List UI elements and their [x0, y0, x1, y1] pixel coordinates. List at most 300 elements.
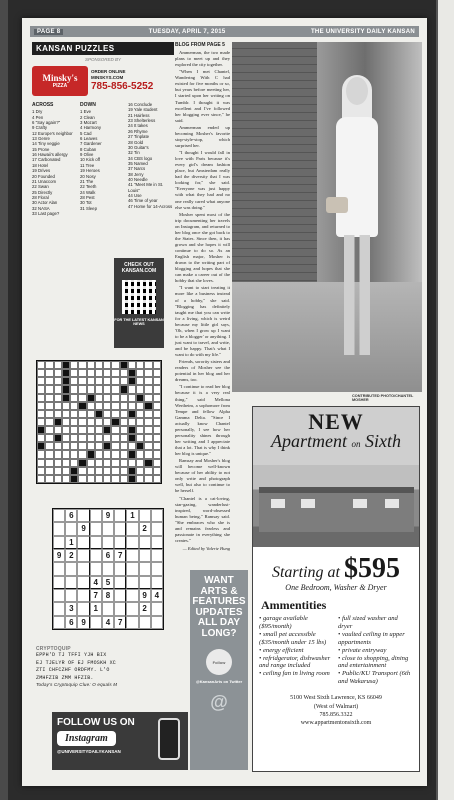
- crossword-cell: [136, 475, 144, 483]
- crossword-cell: [78, 361, 86, 369]
- crossword-cell: [70, 459, 78, 467]
- crossword-cell: [128, 426, 136, 434]
- paper-name: THE UNIVERSITY DAILY KANSAN: [310, 28, 415, 35]
- crossword-cell: [153, 467, 161, 475]
- down-clue: 20 Nosy: [80, 173, 96, 179]
- sudoku-cell: 9: [53, 549, 65, 562]
- sudoku-cell: 1: [90, 602, 102, 615]
- down-clue: 32 Tin: [128, 150, 140, 156]
- crossword-cell: [144, 377, 152, 385]
- newspaper-page: [22, 18, 427, 786]
- down-clue: 1 Eve: [80, 109, 91, 115]
- featured-photo: [232, 42, 422, 392]
- arts-ad-follow-logo: Follow: [206, 649, 232, 675]
- crossword-cell: [95, 475, 103, 483]
- down-clue: 6 Leaves: [80, 136, 98, 142]
- crossword-cell: [111, 402, 119, 410]
- crossword-cell: [111, 459, 119, 467]
- crossword-cell: [87, 418, 95, 426]
- sudoku-cell: [90, 616, 102, 629]
- sudoku-cell: [53, 522, 65, 535]
- across-clue: 4 Pen: [32, 114, 44, 120]
- sudoku-cell: [77, 549, 89, 562]
- arts-ad-line: WANT: [204, 575, 234, 586]
- amenity-item: • energy efficient: [259, 647, 334, 655]
- sudoku-cell: 2: [139, 602, 151, 615]
- crossword-cell: [70, 475, 78, 483]
- crossword-cell: [87, 385, 95, 393]
- across-clue: 18 Hotel: [32, 162, 49, 168]
- crossword-cell: [54, 434, 62, 442]
- crossword-cell: [54, 442, 62, 450]
- crossword-cell: [120, 361, 128, 369]
- crossword-cell: [54, 361, 62, 369]
- crossword-cell: [45, 377, 53, 385]
- down-clue: 24 It takes: [128, 123, 148, 129]
- crossword-cell: [111, 475, 119, 483]
- arts-ad-line: FEATURES: [192, 596, 246, 607]
- sudoku-cell: [90, 522, 102, 535]
- blog-paragraph: Ammerman, the two made plans to meet up and they explored the city together.: [175, 50, 230, 68]
- crossword-cell: [87, 369, 95, 377]
- sudoku-cell: [151, 576, 163, 589]
- crossword-cell: [95, 369, 103, 377]
- sudoku-cell: [53, 602, 65, 615]
- crossword-cell: [62, 467, 70, 475]
- sudoku-cell: 7: [90, 589, 102, 602]
- crossword-cell: [144, 394, 152, 402]
- crossword-cell: [62, 361, 70, 369]
- sudoku-cell: 6: [65, 509, 77, 522]
- crossword-cell: [153, 442, 161, 450]
- crossword-cell: [54, 410, 62, 418]
- crossword-cell: [128, 418, 136, 426]
- crossword-grid: [36, 360, 162, 484]
- crossword-cell: [153, 402, 161, 410]
- down-clue: 5 Cad: [80, 130, 92, 136]
- crossword-cell: [103, 385, 111, 393]
- apartment-price: Starting at $595: [271, 553, 400, 584]
- apartment-new: NEW: [308, 409, 364, 434]
- photo-credit: CONTRIBUTED PHOTO/CHANTEL MOSHER: [352, 394, 414, 402]
- crossword-cell: [37, 369, 45, 377]
- crossword-cell: [54, 385, 62, 393]
- sudoku-cell: [102, 562, 114, 575]
- crossword-cell: [128, 410, 136, 418]
- crossword-cell: [111, 369, 119, 377]
- crossword-cell: [95, 377, 103, 385]
- crossword-cell: [78, 377, 86, 385]
- arts-ad-line: UPDATES: [195, 606, 243, 618]
- sudoku-cell: [126, 589, 138, 602]
- crossword-cell: [120, 418, 128, 426]
- across-clue: 21 Unaccom: [32, 178, 57, 184]
- across-clue: 16 Hawaii's allergy: [32, 152, 68, 158]
- cryptoquip-line: ZMHFZIB ZMM HFZIB.: [36, 674, 94, 681]
- sudoku-cell: [65, 589, 77, 602]
- crossword-cell: [144, 434, 152, 442]
- puzzles-title: KANSAN PUZZLES: [32, 42, 174, 55]
- crossword-cell: [120, 394, 128, 402]
- arts-ad-line: LONG?: [201, 627, 237, 639]
- across-clue: 12 Europe's neighbor: [32, 130, 73, 136]
- minsky-ad-text: ORDER ONLINE MINSKYS.COM 785-856-5252: [91, 69, 174, 94]
- across-clue: 20 Founded: [32, 173, 55, 179]
- arts-ad-headline: [190, 576, 248, 639]
- crossword-cell: [37, 434, 45, 442]
- crossword-cell: [70, 361, 78, 369]
- crossword-cell: [136, 385, 144, 393]
- crossword-cell: [95, 467, 103, 475]
- sudoku-cell: [151, 549, 163, 562]
- crossword-cell: [103, 467, 111, 475]
- sudoku-cell: 5: [102, 576, 114, 589]
- crossword-cell: [78, 426, 86, 434]
- crossword-cell: [87, 434, 95, 442]
- sudoku-cell: [139, 509, 151, 522]
- crossword-cell: [136, 369, 144, 377]
- crossword-cell: [37, 467, 45, 475]
- crossword-cell: [95, 418, 103, 426]
- crossword-cell: [70, 377, 78, 385]
- crossword-cell: [136, 450, 144, 458]
- arts-ad-line: ALL DAY: [197, 617, 241, 628]
- crossword-cell: [37, 418, 45, 426]
- apartment-address-block: 5100 West Sixth Lawrence, KS 66049 (West of Walmart) 785.856.3322 www.appartmentonsixth.com: [290, 695, 382, 727]
- crossword-cell: [103, 475, 111, 483]
- crossword-cell: [144, 369, 152, 377]
- crossword-cell: [78, 475, 86, 483]
- blog-article: [175, 42, 230, 551]
- qr-title: CHECK OUT KANSAN.COM: [121, 262, 157, 274]
- down-clue: 21 Hairless: [128, 112, 150, 118]
- crossword-cell: [45, 369, 53, 377]
- crossword-cell: [136, 418, 144, 426]
- crossword-cell: [95, 402, 103, 410]
- crossword-cell: [144, 410, 152, 418]
- crossword-cell: [95, 450, 103, 458]
- crossword-cell: [103, 459, 111, 467]
- crossword-cell: [103, 369, 111, 377]
- crossword-cell: [62, 394, 70, 402]
- sudoku-cell: [53, 576, 65, 589]
- cryptoquip: [36, 646, 166, 687]
- down-clue: 46 Time of year: [128, 198, 158, 204]
- crossword-cell: [144, 385, 152, 393]
- minsky-ad: [32, 64, 174, 98]
- crossword-cell: [87, 394, 95, 402]
- across-clue: 17 Carbonated: [32, 157, 61, 163]
- down-clue: 16 Conclude: [128, 102, 153, 107]
- crossword-cell: [78, 402, 86, 410]
- crossword-cell: [78, 418, 86, 426]
- crossword-cell: [54, 402, 62, 410]
- sudoku-cell: [90, 536, 102, 549]
- crossword-cell: [111, 385, 119, 393]
- down-clue: 23 Shelterless: [128, 118, 156, 124]
- crossword-cell: [70, 442, 78, 450]
- crossword-clues: [32, 102, 174, 216]
- crossword-cell: [144, 459, 152, 467]
- crossword-cell: [144, 426, 152, 434]
- sudoku-cell: [126, 536, 138, 549]
- sudoku-cell: 7: [114, 616, 126, 629]
- crossword-cell: [54, 369, 62, 377]
- sudoku-cell: [151, 562, 163, 575]
- crossword-cell: [37, 385, 45, 393]
- crossword-cell: [45, 385, 53, 393]
- sudoku-cell: [139, 549, 151, 562]
- sudoku-cell: [114, 589, 126, 602]
- apartment-name: Apartment on Sixth: [271, 431, 401, 451]
- crossword-cell: [120, 385, 128, 393]
- crossword-cell: [103, 394, 111, 402]
- sudoku-cell: [114, 576, 126, 589]
- sudoku-cell: [90, 562, 102, 575]
- across-clue: 13 Genre: [32, 136, 50, 142]
- crossword-cell: [120, 459, 128, 467]
- crossword-cell: [111, 426, 119, 434]
- down-clue: 11 Tree: [80, 162, 95, 168]
- crossword-cell: [37, 377, 45, 385]
- crossword-cell: [144, 418, 152, 426]
- crossword-cell: [153, 410, 161, 418]
- amenity-item: • private entryway: [338, 647, 413, 655]
- down-clue: 8 Cuban: [80, 146, 97, 152]
- crossword-cell: [111, 361, 119, 369]
- crossword-cell: [45, 434, 53, 442]
- across-clue: 15 Prone: [32, 146, 50, 152]
- crossword-cell: [45, 475, 53, 483]
- crossword-cell: [153, 418, 161, 426]
- down-clue: 28 Pest: [80, 195, 95, 200]
- crossword-cell: [54, 426, 62, 434]
- crossword-cell: [111, 467, 119, 475]
- sudoku-cell: [114, 602, 126, 615]
- crossword-cell: [144, 442, 152, 450]
- crossword-cell: [120, 369, 128, 377]
- sudoku-cell: [126, 522, 138, 535]
- down-clues-continued: [128, 102, 174, 216]
- down-clues: DOWN 1 Eve 2 Clean 3 Mozart 4 Harmony 5 Cad 6 Leaves 7 Gardener 8 Cuban 9 Olive 10 Kick off 11 Tree 19 Heroes 20 Nosy 21 The 22 Teeth 24 Walk 28 Pest 30 Tot 31 Sleep: [80, 102, 126, 216]
- crossword-cell: [103, 410, 111, 418]
- crossword-cell: [128, 377, 136, 385]
- crossword-cell: [37, 402, 45, 410]
- sudoku-cell: [151, 602, 163, 615]
- crossword-cell: [78, 410, 86, 418]
- crossword-cell: [70, 369, 78, 377]
- sudoku-cell: [77, 602, 89, 615]
- sudoku-cell: 6: [102, 549, 114, 562]
- crossword-cell: [70, 402, 78, 410]
- crossword-cell: [120, 467, 128, 475]
- crossword-cell: [111, 434, 119, 442]
- crossword-cell: [62, 418, 70, 426]
- crossword-cell: [136, 377, 144, 385]
- down-clue: 30 Tot: [80, 200, 92, 206]
- at-icon: @: [210, 692, 228, 712]
- crossword-cell: [111, 410, 119, 418]
- crossword-cell: [128, 361, 136, 369]
- crossword-cell: [45, 402, 53, 410]
- follow-us-label: FOLLOW US ON: [57, 717, 135, 728]
- crossword-cell: [62, 442, 70, 450]
- crossword-cell: [87, 402, 95, 410]
- crossword-cell: [78, 450, 86, 458]
- amenity-item: • full sized washer and dryer: [338, 615, 413, 631]
- across-clue: 1 Dry: [32, 109, 43, 115]
- down-clue: 19 Yale student: [128, 107, 158, 113]
- sudoku-cell: [151, 536, 163, 549]
- woman-figure: [332, 77, 382, 367]
- sudoku-cell: 4: [90, 576, 102, 589]
- blog-paragraph: "I want to start treating it more like a business instead of a hobby," she said. "Blogging has definitely taught me that you can write for a living, which is weird because my little girl says, 'Oh, when I grow up I want to be a blogger' or anything. I just want to travel, and write, and be happy. That's what I want to do with my life.": [175, 285, 230, 358]
- crossword-cell: [37, 459, 45, 467]
- minsky-logo: Minsky's PIZZA: [32, 66, 88, 96]
- crossword-cell: [120, 450, 128, 458]
- across-clue: 9 Crafty: [32, 125, 48, 131]
- crossword-cell: [120, 434, 128, 442]
- amenity-item: • close to shopping, dining and entertainment: [338, 655, 413, 671]
- arts-ad-handle: @KansanArts on Twitter: [195, 679, 243, 684]
- crossword-cell: [103, 361, 111, 369]
- sudoku-cell: [77, 576, 89, 589]
- crossword-cell: [62, 402, 70, 410]
- crossword-cell: [103, 434, 111, 442]
- steps: [232, 282, 422, 392]
- crossword-cell: [128, 442, 136, 450]
- crossword-cell: [70, 385, 78, 393]
- crossword-cell: [70, 426, 78, 434]
- crossword-cell: [78, 467, 86, 475]
- sudoku-cell: [139, 616, 151, 629]
- crossword-cell: [95, 410, 103, 418]
- crossword-cell: [45, 418, 53, 426]
- crossword-cell: [87, 459, 95, 467]
- crossword-cell: [45, 467, 53, 475]
- sudoku-cell: [90, 509, 102, 522]
- crossword-cell: [78, 442, 86, 450]
- down-clue: 38 Jerry: [128, 171, 144, 177]
- sudoku-cell: 9: [102, 509, 114, 522]
- crossword-cell: [62, 434, 70, 442]
- sudoku-cell: [53, 589, 65, 602]
- sudoku-cell: 1: [65, 536, 77, 549]
- crossword-cell: [128, 385, 136, 393]
- arts-features-ad: [190, 570, 248, 770]
- apartment-photo: [253, 465, 419, 547]
- qr-caption: FOR THE LATEST KANSAN NEWS: [114, 318, 164, 326]
- sudoku-cell: [102, 602, 114, 615]
- blog-paragraph: Mosher spent most of the trip documenting her travels on Instagram, and returned to her blog once she got back to the States. Since then, it has grown and she hopes it will continue to do so. As an English major, Mosher is drawn to the writing part of blogging and hopes that she can make a career out of the hobby that she loves.: [175, 211, 230, 284]
- down-clue: 37 Narcs: [128, 166, 146, 172]
- apartment-ad: [252, 406, 420, 772]
- cryptoquip-line: ZTI CHFCZHF ORDFMY. L'O: [36, 667, 110, 673]
- down-clue: 47 Home for 14-Across: [128, 203, 173, 209]
- crossword-cell: [87, 361, 95, 369]
- arts-ad-line: ARTS &: [200, 585, 238, 597]
- crossword-cell: [70, 410, 78, 418]
- crossword-cell: [144, 467, 152, 475]
- crossword-cell: [45, 459, 53, 467]
- crossword-cell: [54, 377, 62, 385]
- down-clue: 35 Named: [128, 160, 148, 166]
- blog-paragraph: "Chantel is a cat-loving, star-gazing, wanderlust-inspired, word-obsessed human being," Ramsay said. "She embraces who she is and remains fearless and passionate in everything she creates.": [175, 495, 230, 543]
- across-clue: 33 Last page?: [32, 211, 60, 217]
- crossword-cell: [128, 467, 136, 475]
- amenity-item: • small pet accessible ($35/month under 15 lbs): [259, 631, 334, 647]
- crossword-cell: [128, 475, 136, 483]
- sudoku-cell: [126, 576, 138, 589]
- across-clue: 28 Floral: [32, 195, 49, 200]
- amenity-item: • garage available ($95/month): [259, 615, 334, 631]
- down-clue: 21 The: [80, 178, 94, 184]
- sudoku-cell: 9: [77, 522, 89, 535]
- instagram-promo: [52, 712, 188, 770]
- crossword-cell: [45, 361, 53, 369]
- sudoku-cell: [114, 522, 126, 535]
- down-clue: 44 Use: [128, 193, 142, 199]
- crossword-cell: [45, 410, 53, 418]
- crossword-cell: [62, 410, 70, 418]
- across-clue: 22 Swan: [32, 184, 49, 190]
- sudoku-cell: [114, 536, 126, 549]
- sudoku-cell: [65, 576, 77, 589]
- sudoku-cell: [114, 509, 126, 522]
- crossword-cell: [70, 450, 78, 458]
- crossword-cell: [136, 467, 144, 475]
- blog-editor: — Edited by Valerie Hung: [182, 546, 230, 551]
- next-page-edge: [436, 0, 454, 800]
- crossword-cell: [153, 377, 161, 385]
- cryptoquip-clue: Today's Cryptoquip Clue: O equals M: [36, 682, 118, 687]
- sudoku-cell: [139, 536, 151, 549]
- sudoku-cell: [126, 616, 138, 629]
- across-clues: ACROSS 1 Dry 4 Pen 6 "Say again?" 9 Crafty 12 Europe's neighbor 13 Genre 14 Tiny veggie 15 Prone 16 Hawaii's allergy 17 Carbonated 18 Hotel 19 Drives 20 Founded 21 Unaccom 22 Swan 25 Directly 28 Floral 30 Actor Alan 32 NASA 33 Last page?: [32, 102, 78, 216]
- crossword-cell: [54, 394, 62, 402]
- crossword-cell: [37, 450, 45, 458]
- sudoku-cell: 6: [65, 616, 77, 629]
- cryptoquip-label: CRYPTOQUIP: [36, 646, 71, 652]
- crossword-cell: [153, 426, 161, 434]
- crossword-cell: [62, 475, 70, 483]
- crossword-cell: [153, 394, 161, 402]
- kansan-qr-panel: [114, 258, 164, 348]
- down-clue: 22 Teeth: [80, 184, 97, 190]
- issue-date: TUESDAY, APRIL 7, 2015: [148, 28, 226, 35]
- sudoku-cell: [151, 616, 163, 629]
- sudoku-cell: 7: [114, 549, 126, 562]
- crossword-cell: [62, 385, 70, 393]
- down-clue: 3 Mozart: [80, 119, 97, 125]
- crossword-cell: [54, 475, 62, 483]
- sudoku-cell: [151, 509, 163, 522]
- down-clue: 28 Gold: [128, 139, 144, 145]
- crossword-cell: [87, 442, 95, 450]
- crossword-cell: [111, 418, 119, 426]
- sudoku-grid: [52, 508, 164, 630]
- crossword-cell: [128, 459, 136, 467]
- sudoku-cell: 2: [65, 549, 77, 562]
- crossword-cell: [95, 361, 103, 369]
- sudoku-cell: [126, 602, 138, 615]
- crossword-cell: [87, 377, 95, 385]
- sudoku-cell: [102, 522, 114, 535]
- crossword-cell: [87, 467, 95, 475]
- down-clue: 24 Walk: [80, 189, 96, 195]
- crossword-cell: [136, 459, 144, 467]
- apartment-ad-header: [253, 407, 419, 465]
